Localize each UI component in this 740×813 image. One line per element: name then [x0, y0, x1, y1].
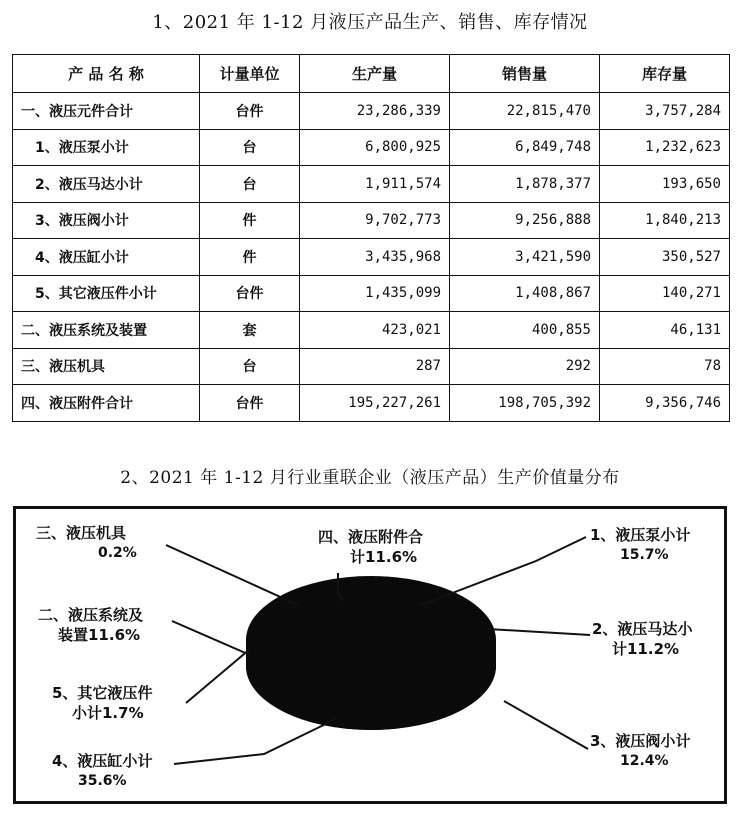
row-sales: 292 — [450, 348, 600, 385]
slice-label: 三、液压机具 — [36, 524, 127, 542]
row-inventory: 9,356,746 — [600, 385, 730, 422]
row-unit: 件 — [200, 239, 300, 276]
header-sales: 销售量 — [450, 55, 600, 93]
row-inventory: 140,271 — [600, 275, 730, 312]
chart-title: 2、2021 年 1-12 月行业重联企业（液压产品）生产价值量分布 — [120, 468, 620, 488]
slice-label: 1、液压泵小计 — [590, 526, 691, 544]
header-inventory: 库存量 — [600, 55, 730, 93]
row-production: 423,021 — [300, 312, 450, 349]
row-production: 9,702,773 — [300, 202, 450, 239]
slice-value: 小计1.7% — [72, 704, 144, 722]
table-row — [13, 129, 730, 166]
row-name: 三、液压机具 — [13, 348, 200, 385]
table-title: 1、2021 年 1-12 月液压产品生产、销售、库存情况 — [152, 12, 588, 33]
label-systems — [38, 605, 143, 645]
row-name: 3、液压阀小计 — [13, 202, 200, 239]
slice-value: 12.4% — [620, 753, 669, 769]
leader-line-motor — [488, 629, 590, 635]
row-production: 1,435,099 — [300, 275, 450, 312]
table-row — [13, 239, 730, 276]
leader-line-cylinder — [174, 719, 336, 764]
pie-top — [246, 576, 496, 704]
row-production: 3,435,968 — [300, 239, 450, 276]
header-product-name: 产 品 名 称 — [13, 55, 200, 93]
table-row — [13, 275, 730, 312]
row-unit: 台件 — [200, 275, 300, 312]
leader-line-systems — [172, 621, 250, 655]
table-row — [13, 385, 730, 422]
slice-label: 5、其它液压件 — [52, 684, 153, 702]
leader-line-hydraulic-tools — [166, 545, 298, 605]
slice-label: 2、液压马达小 — [592, 620, 693, 638]
row-name: 二、液压系统及装置 — [13, 312, 200, 349]
slice-label: 二、液压系统及 — [38, 606, 144, 624]
row-inventory: 1,232,623 — [600, 129, 730, 166]
row-name: 四、液压附件合计 — [13, 385, 200, 422]
slice-label: 四、液压附件合 — [318, 528, 424, 546]
header-production: 生产量 — [300, 55, 450, 93]
row-name: 4、液压缸小计 — [13, 239, 200, 276]
label-cylinder — [52, 751, 152, 791]
row-unit: 件 — [200, 202, 300, 239]
row-sales: 1,408,867 — [450, 275, 600, 312]
row-inventory: 3,757,284 — [600, 93, 730, 130]
table-row — [13, 312, 730, 349]
row-unit: 台 — [200, 166, 300, 203]
slice-value: 计11.6% — [350, 548, 418, 566]
row-name: 1、液压泵小计 — [13, 129, 200, 166]
production-sales-inventory-table — [12, 54, 730, 422]
table-row — [13, 348, 730, 385]
row-inventory: 1,840,213 — [600, 202, 730, 239]
slice-label: 3、液压阀小计 — [590, 732, 691, 750]
leader-line-other-parts — [186, 649, 250, 703]
row-inventory: 350,527 — [600, 239, 730, 276]
table-header-row — [13, 55, 730, 93]
row-unit: 台 — [200, 129, 300, 166]
row-sales: 22,815,470 — [450, 93, 600, 130]
row-sales: 6,849,748 — [450, 129, 600, 166]
row-production: 195,227,261 — [300, 385, 450, 422]
slice-value: 装置11.6% — [58, 626, 141, 644]
row-inventory: 193,650 — [600, 166, 730, 203]
slice-label: 4、液压缸小计 — [52, 752, 153, 770]
table-row — [13, 93, 730, 130]
row-sales: 1,878,377 — [450, 166, 600, 203]
row-production: 6,800,925 — [300, 129, 450, 166]
table-row — [13, 166, 730, 203]
row-name: 2、液压马达小计 — [13, 166, 200, 203]
row-production: 23,286,339 — [300, 93, 450, 130]
table-row — [13, 202, 730, 239]
label-valve — [590, 731, 690, 771]
header-unit: 计量单位 — [200, 55, 300, 93]
row-sales: 9,256,888 — [450, 202, 600, 239]
row-unit: 台件 — [200, 93, 300, 130]
row-inventory: 46,131 — [600, 312, 730, 349]
slice-value: 计11.2% — [612, 640, 680, 658]
row-unit: 台件 — [200, 385, 300, 422]
slice-value: 15.7% — [620, 547, 669, 563]
label-motor — [592, 619, 692, 659]
row-name: 一、液压元件合计 — [13, 93, 200, 130]
row-name: 5、其它液压件小计 — [13, 275, 200, 312]
row-inventory: 78 — [600, 348, 730, 385]
row-unit: 台 — [200, 348, 300, 385]
row-sales: 198,705,392 — [450, 385, 600, 422]
row-sales: 3,421,590 — [450, 239, 600, 276]
leader-line-valve — [504, 701, 588, 749]
pie-chart-frame — [13, 506, 727, 804]
slice-value: 35.6% — [78, 773, 127, 789]
label-pump — [590, 525, 690, 565]
leader-line-pump — [421, 537, 586, 605]
label-hydraulic-tools — [36, 523, 137, 563]
row-production: 287 — [300, 348, 450, 385]
label-accessories — [318, 527, 423, 567]
row-unit: 套 — [200, 312, 300, 349]
slice-value: 0.2% — [98, 545, 137, 561]
row-production: 1,911,574 — [300, 166, 450, 203]
label-other-parts — [52, 683, 152, 723]
row-sales: 400,855 — [450, 312, 600, 349]
